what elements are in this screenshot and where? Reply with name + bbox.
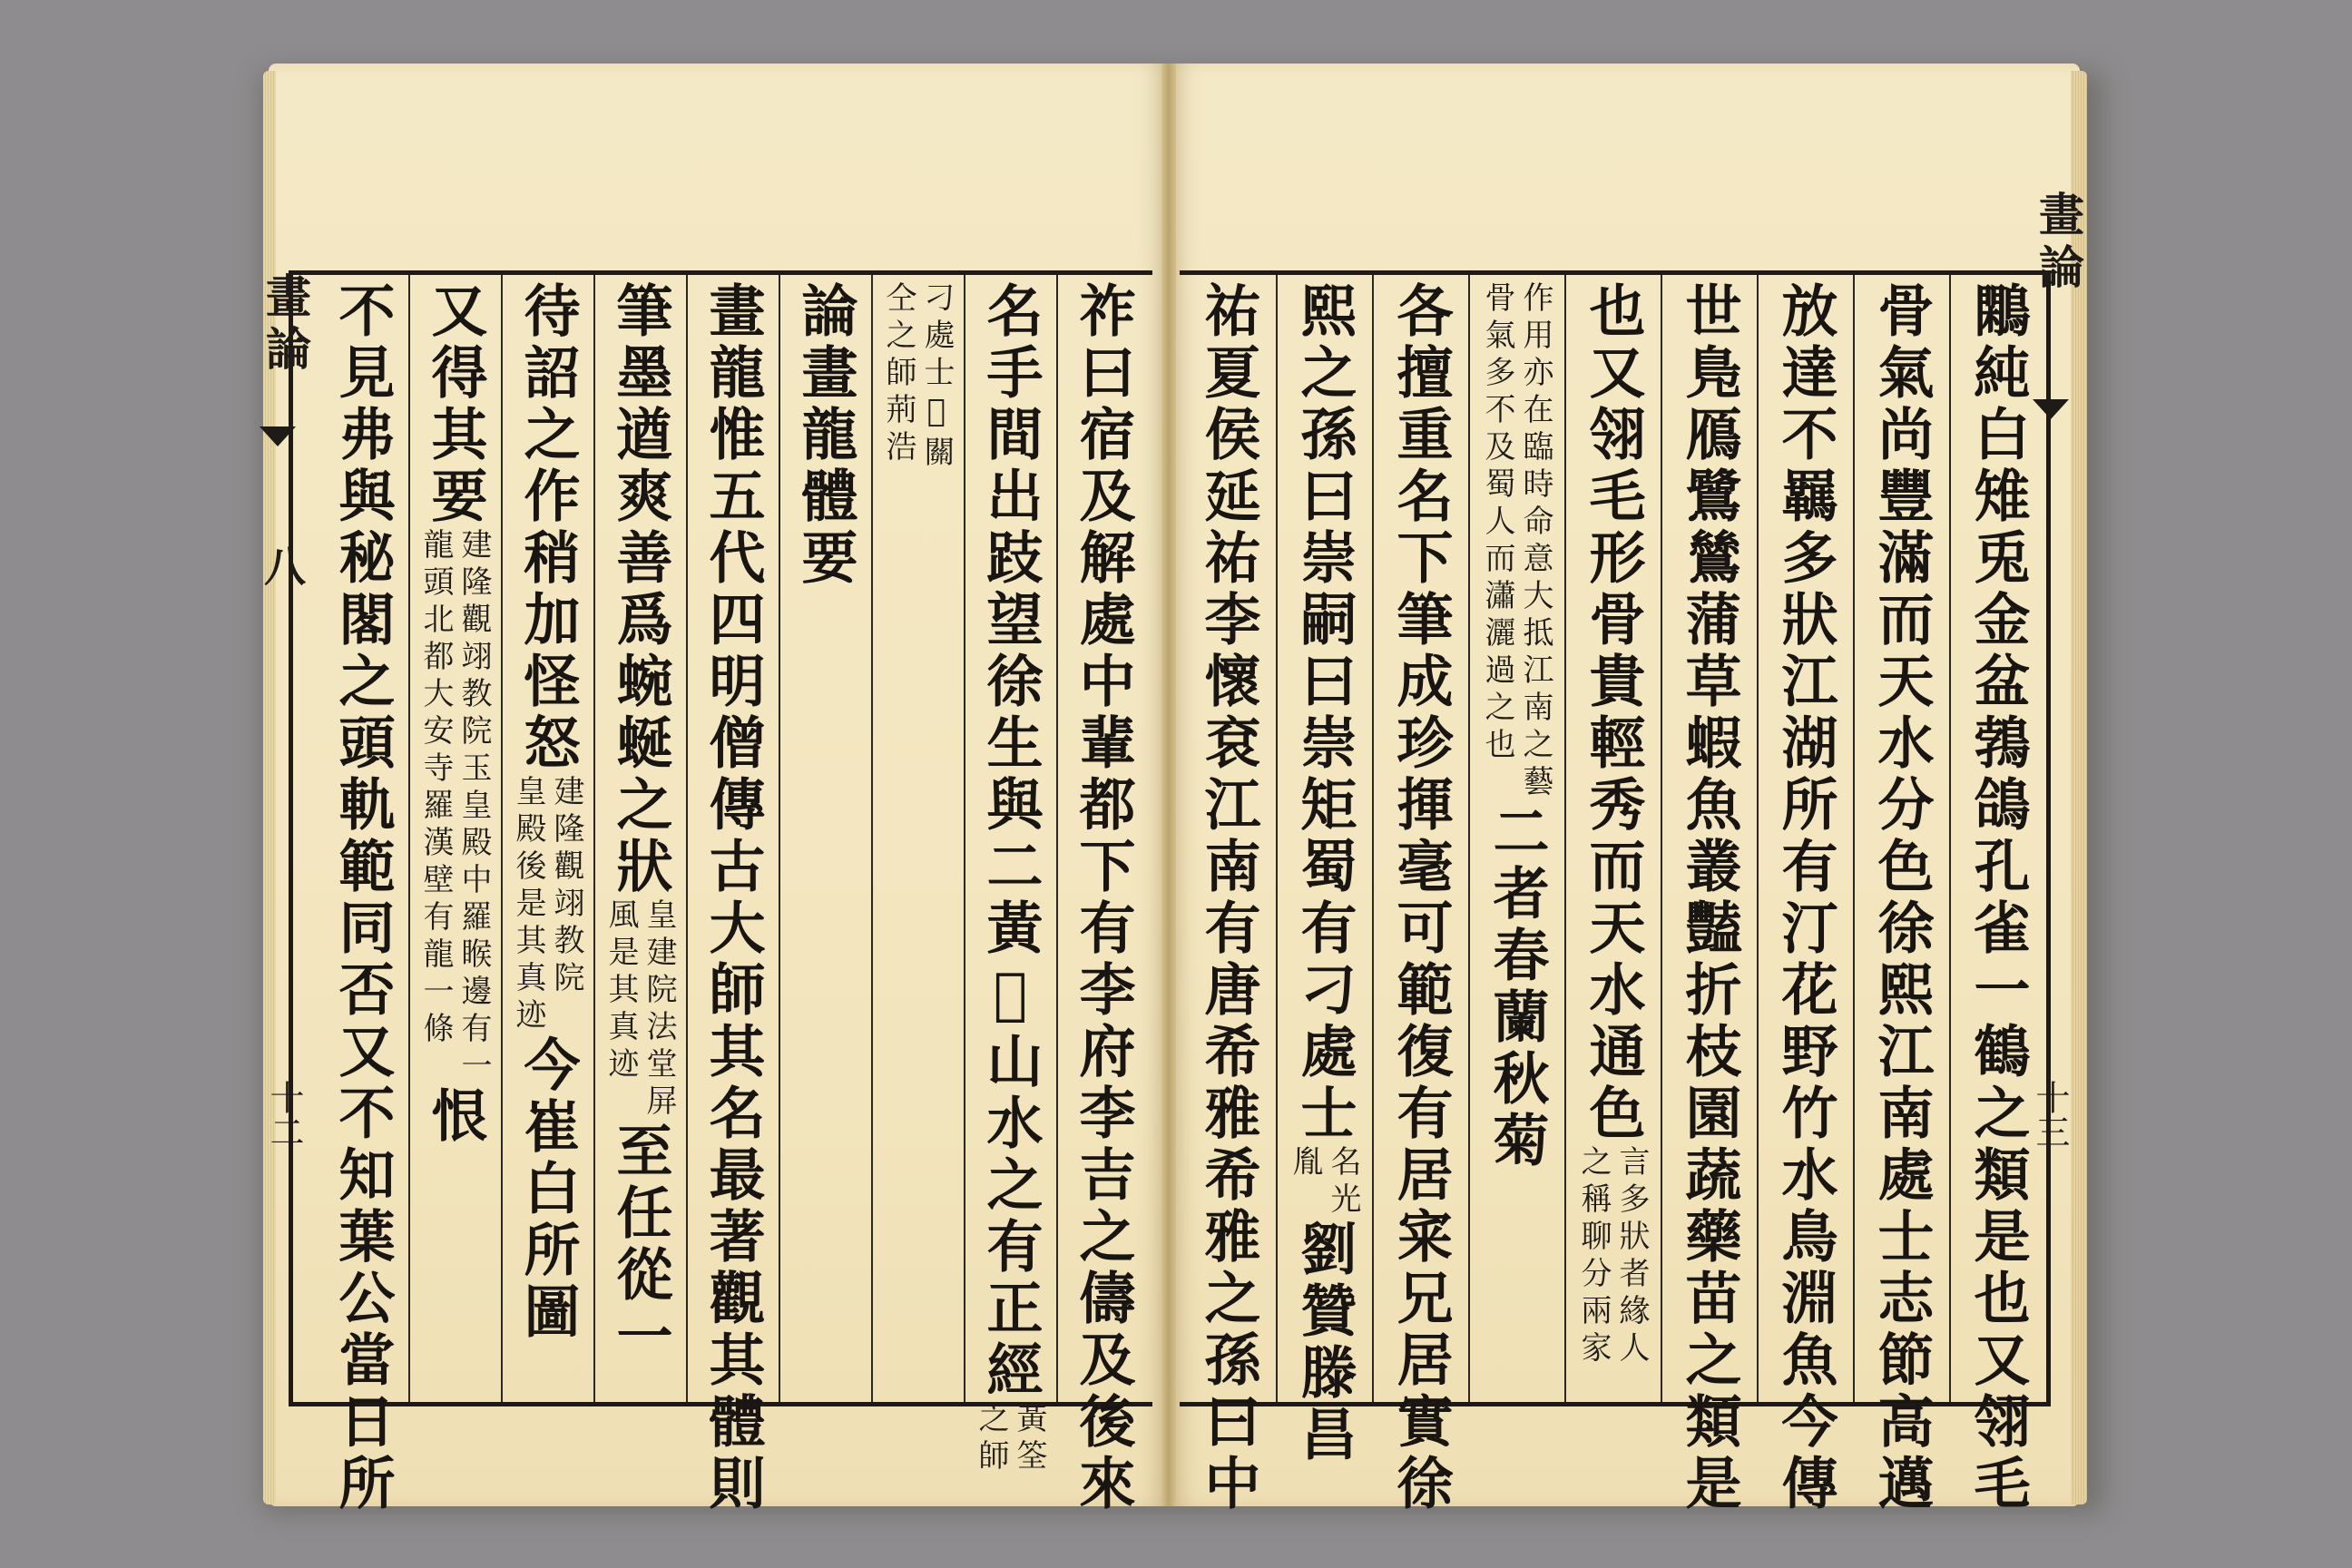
column-rule bbox=[501, 275, 503, 1402]
column-main-text: 鷴純白雉兎金盆鵓鴿孔雀一鶴之類是也又翎毛 bbox=[1965, 281, 2031, 1515]
column-main-text: 世鳬鴈鷺鷥蒲草蝦魚叢豔折枝園蔬藥苗之類是 bbox=[1676, 281, 1742, 1515]
left-folio: 十二 bbox=[264, 1080, 304, 1149]
column-rule bbox=[1853, 275, 1855, 1402]
column-rule bbox=[686, 275, 688, 1402]
left-page-column bbox=[325, 281, 399, 1515]
column-main-text: 筆墨遒爽善爲蜿蜒之狀 bbox=[607, 281, 673, 898]
column-main-text: 骨氣尚豐滿而天水分色徐熙江南處士志節高邁 bbox=[1868, 281, 1935, 1515]
right-page-column bbox=[1191, 281, 1265, 1515]
left-banxin-juan: 八 bbox=[258, 544, 307, 593]
interlinear-note bbox=[973, 1402, 1047, 1476]
column-rule bbox=[1468, 275, 1470, 1402]
column-main-text: 畫龍惟五代四明僧傳古大師其名最著觀其體則 bbox=[700, 281, 766, 1515]
note-line: 龍頭北都大安寺羅漢壁有龍一條 bbox=[417, 528, 454, 1049]
column-tail-text: 至任從一 bbox=[607, 1122, 673, 1368]
note-line: 建隆觀翊教院玉皇殿中羅睺邊有一 bbox=[456, 528, 492, 1086]
column-main-text: 名手間出跂望徐生與二黃𨦟山水之有正經 bbox=[977, 281, 1044, 1402]
book-gutter bbox=[1161, 64, 1176, 1506]
column-rule bbox=[408, 275, 410, 1402]
note-line: 作用亦在臨時命意大抵江南之藝 bbox=[1517, 281, 1553, 802]
interlinear-note bbox=[510, 775, 584, 1035]
left-page-column bbox=[695, 281, 769, 1515]
column-tail-text: 恨 bbox=[422, 1086, 488, 1148]
interlinear-note bbox=[417, 528, 492, 1086]
right-page-column bbox=[1960, 281, 2034, 1515]
column-rule bbox=[1564, 275, 1566, 1402]
column-main-text: 祐夏侯延祐李懷袞江南有唐希雅希雅之孫曰中 bbox=[1195, 281, 1261, 1515]
right-page-column bbox=[1671, 281, 1746, 1515]
column-main-text: 各擅重名下筆成珍揮毫可範復有居宷兄居實徐 bbox=[1387, 281, 1454, 1515]
column-main-text: 熙之孫曰崇嗣曰崇矩蜀有刁處士 bbox=[1291, 281, 1357, 1145]
right-page-column bbox=[1864, 281, 1938, 1515]
note-line: 黃筌 bbox=[1011, 1402, 1047, 1476]
column-main-text: 待詔之作稍加怪怒 bbox=[514, 281, 581, 775]
note-line: 仝之師荊浩 bbox=[880, 281, 916, 467]
left-page-column bbox=[603, 281, 677, 1397]
column-rule bbox=[1661, 275, 1662, 1402]
column-rule bbox=[779, 275, 780, 1402]
right-banxin-title: 畫論 bbox=[2032, 191, 2085, 296]
note-line: 皇建院法堂屏 bbox=[641, 898, 677, 1122]
interlinear-note bbox=[880, 281, 955, 473]
note-line: 言多狀者緣人 bbox=[1613, 1145, 1650, 1368]
left-page-column bbox=[788, 281, 862, 1397]
interlinear-note bbox=[1479, 281, 1553, 802]
column-rule bbox=[1276, 275, 1278, 1402]
note-line: 之稱聊分兩家 bbox=[1575, 1145, 1612, 1368]
column-rule bbox=[1056, 275, 1058, 1402]
left-page-column bbox=[510, 281, 584, 1397]
column-rule bbox=[964, 275, 965, 1402]
interlinear-note bbox=[1287, 1145, 1361, 1220]
left-page-column bbox=[973, 281, 1047, 1476]
column-tail-text: 劉贊滕昌 bbox=[1291, 1220, 1357, 1466]
column-main-text: 祚曰宿及解處中輩都下有李府李吉之儔及後來 bbox=[1070, 281, 1136, 1515]
right-page-column bbox=[1287, 281, 1361, 1466]
column-rule bbox=[871, 275, 873, 1402]
right-page-column bbox=[1383, 281, 1457, 1515]
column-tail-text: 二者春蘭秋菊 bbox=[1484, 802, 1550, 1172]
column-rule bbox=[1949, 275, 1951, 1402]
left-banxin-title: 畫論 bbox=[259, 272, 312, 377]
column-rule bbox=[1757, 275, 1759, 1402]
right-page-column bbox=[1575, 281, 1650, 1397]
column-main-text: 又得其要 bbox=[422, 281, 488, 528]
left-page-column bbox=[1065, 281, 1140, 1515]
column-main-text: 也又翎毛形骨貴輕秀而天水通色 bbox=[1580, 281, 1646, 1145]
note-line: 皇殿後是其真迹 bbox=[510, 775, 546, 1035]
interlinear-note bbox=[1575, 1145, 1650, 1368]
note-line: 胤 bbox=[1287, 1145, 1323, 1182]
column-rule bbox=[1372, 275, 1374, 1402]
note-line: 名光 bbox=[1325, 1145, 1361, 1220]
note-line: 風是其真迹 bbox=[603, 898, 639, 1084]
column-main-text: 放達不羈多狀江湖所有汀花野竹水鳥淵魚今傳 bbox=[1772, 281, 1838, 1515]
column-main-text: 不見弗與秘閣之頭軌範同否又不知葉公當日所 bbox=[329, 281, 396, 1515]
fish-tail-icon bbox=[2033, 399, 2069, 419]
right-folio: 十三 bbox=[2030, 1080, 2070, 1149]
left-page-column bbox=[880, 281, 955, 1397]
column-tail-text: 今崔白所圖 bbox=[514, 1035, 581, 1344]
column-rule bbox=[593, 275, 595, 1402]
right-page-column bbox=[1768, 281, 1842, 1515]
left-page-column bbox=[417, 281, 492, 1397]
note-line: 之師 bbox=[973, 1402, 1009, 1476]
note-line: 刁處士𨦟關 bbox=[918, 281, 955, 473]
note-line: 建隆觀翊教院 bbox=[548, 775, 584, 998]
fish-tail-icon bbox=[260, 426, 296, 446]
right-page-column bbox=[1479, 281, 1553, 1397]
column-main-text: 論畫龍體要 bbox=[792, 281, 858, 590]
interlinear-note bbox=[603, 898, 677, 1122]
note-line: 骨氣多不及蜀人而瀟灑過之也 bbox=[1479, 281, 1515, 765]
